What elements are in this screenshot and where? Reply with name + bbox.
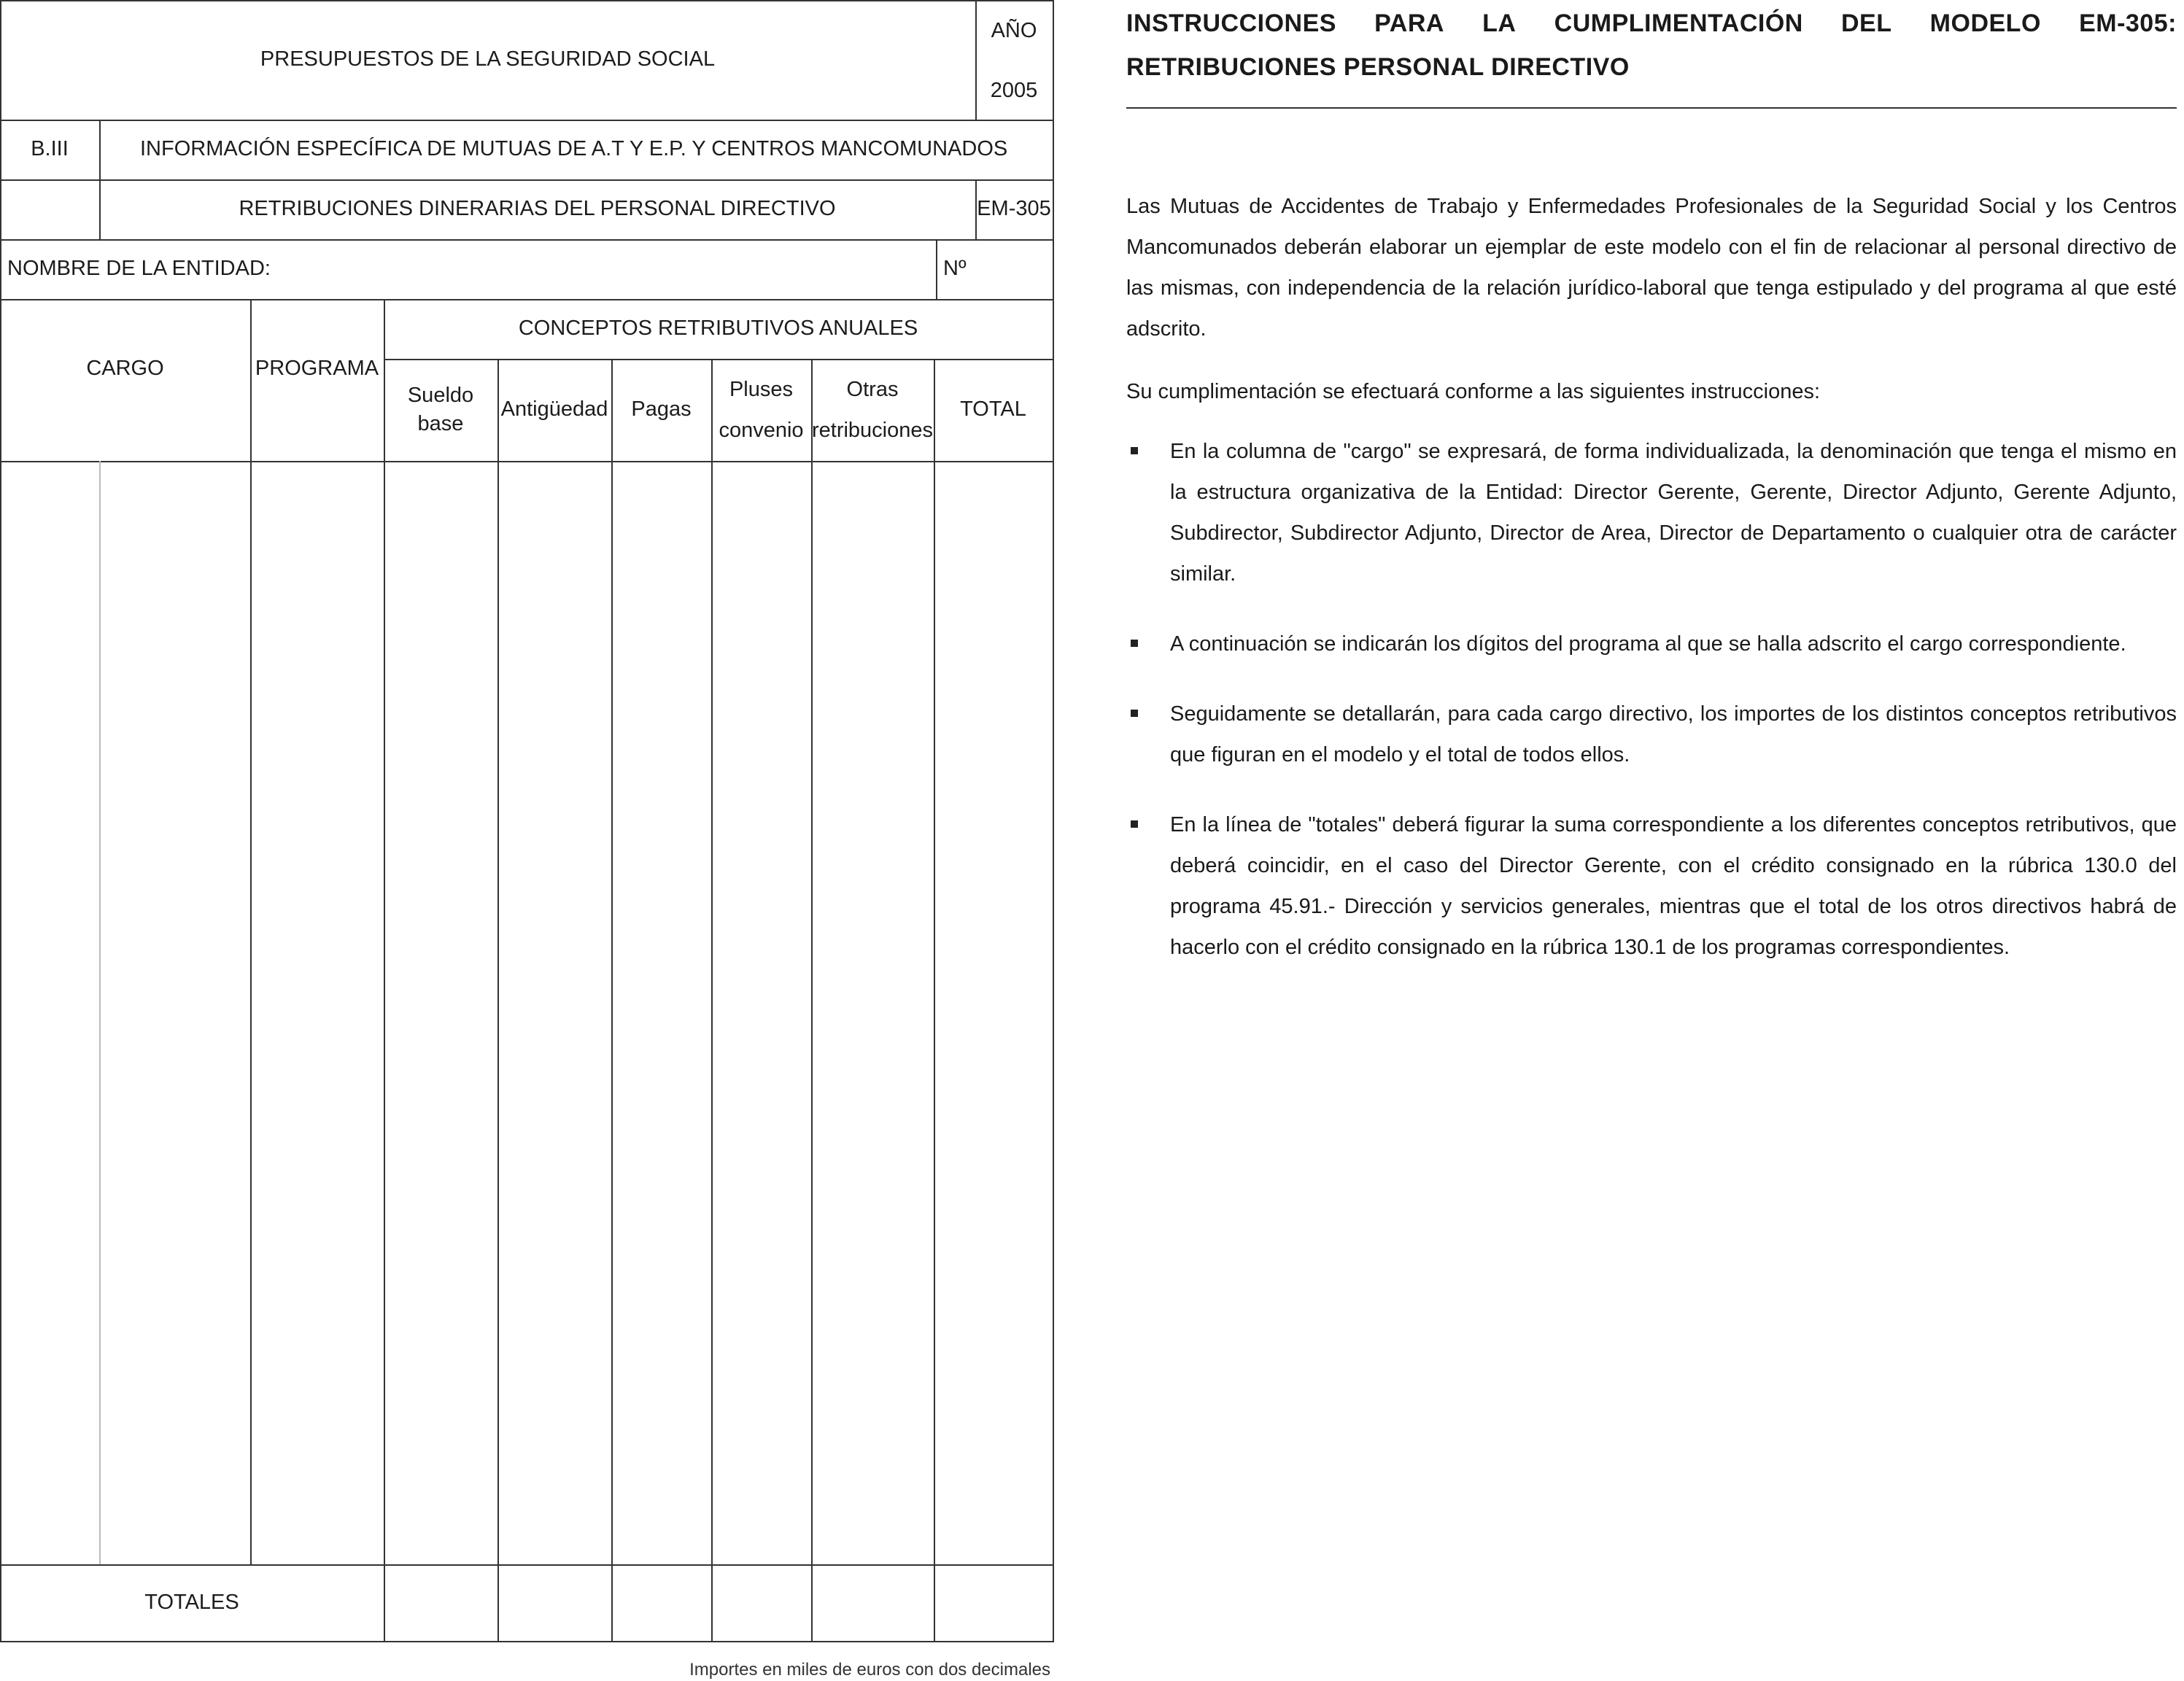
list-item (1126, 624, 2177, 664)
list-item (1126, 804, 2177, 968)
pluses-line1: Pluses (729, 378, 794, 401)
list-item-text: En la columna de "cargo" se expresará, de forma individualizada, la denominación que tenga el mismo en la estructura organizativa de la Entidad: Director Gerente, Gerente, Director Adjunto, Gerente Adjunto, Subdirector, Subdirector Adjunto, Director de Area, Director de Departamento o cualquier otra de carácter similar. (1170, 440, 2177, 586)
group-header-conceptos: CONCEPTOS RETRIBUTIVOS ANUALES (518, 317, 918, 341)
list-item-text: En la línea de "totales" deberá figurar la suma correspondiente a los diferentes conceptos retributivos, que deberá coincidir, en el caso del Director Gerente, con el crédito consignado en la rúbrica 130.0 del programa 45.91.- Dirección y servicios generales, mientras que el total de los otros directivos habrá de hacerlo con el crédito consignado en la rúbrica 130.1 de los programas correspondientes. (1170, 813, 2177, 959)
total-entry-area[interactable] (934, 462, 1053, 1564)
section-code: B.III (31, 137, 69, 161)
form-header-title: PRESUPUESTOS DE LA SEGURIDAD SOCIAL (260, 47, 716, 71)
otras-line1: Otras (846, 378, 899, 401)
instruction-list (1126, 431, 2177, 968)
pagas-entry-area[interactable] (611, 462, 711, 1564)
title-word: EM-305: (2079, 9, 2177, 37)
title-word: MODELO (1929, 9, 2041, 37)
antiguedad-entry-area[interactable] (497, 462, 611, 1564)
square-bullet-icon (1131, 447, 1138, 454)
square-bullet-icon (1131, 820, 1138, 828)
square-bullet-icon (1131, 640, 1138, 647)
title-word: LA (1482, 9, 1517, 37)
section-title: INFORMACIÓN ESPECÍFICA DE MUTUAS DE A.T Y E.P. Y CENTROS MANCOMUNADOS (140, 137, 1008, 161)
rule-right-edge (1053, 0, 1054, 1641)
rule-totals-bottom (0, 1641, 1054, 1642)
otras-line2: retribuciones (811, 419, 934, 442)
col-header-pluses-convenio (711, 359, 811, 461)
instructions-panel (1126, 0, 2177, 997)
instructions-title-line1 (1126, 1, 2177, 45)
totals-label: TOTALES (144, 1590, 239, 1614)
year-value: 2005 (990, 79, 1038, 103)
pluses-entry-area[interactable] (711, 462, 811, 1564)
pluses-line2: convenio (719, 419, 804, 442)
intro-paragraph: Las Mutuas de Accidentes de Trabajo y Enfermedades Profesionales de la Seguridad Social y los Centros Mancomunados deberán elaborar un ejemplar de este modelo con el fin de relacionar al personal directivo de las mismas, con independencia de la relación jurídico-laboral que tenga estipulado y del programa al que esté adscrito. (1126, 195, 2177, 341)
instructions-title-line2: RETRIBUCIONES PERSONAL DIRECTIVO (1126, 53, 1630, 81)
model-code: EM-305 (977, 197, 1051, 221)
list-item-text: A continuación se indicarán los dígitos del programa al que se halla adscrito el cargo correspondiente. (1170, 632, 2126, 656)
sueldo-base-entry-area[interactable] (384, 462, 497, 1564)
title-word: PARA (1374, 9, 1444, 37)
instructions-title (1126, 0, 2177, 89)
col-header-pagas: Pagas (631, 397, 692, 422)
col-header-antiguedad: Antigüedad (500, 397, 608, 422)
amounts-footnote: Importes en miles de euros con dos decimales (689, 1660, 1050, 1680)
list-item (1126, 431, 2177, 594)
cargo-entry-area[interactable] (0, 462, 250, 1564)
col-header-total: TOTAL (960, 397, 1026, 422)
title-word: INSTRUCCIONES (1126, 9, 1336, 37)
list-item-text: Seguidamente se detallarán, para cada cargo directivo, los importes de los distintos conceptos retributivos que figuran en el modelo y el total de todos ellos. (1170, 702, 2177, 766)
em305-form (0, 0, 1056, 1681)
title-word: CUMPLIMENTACIÓN (1554, 9, 1803, 37)
entity-name-label: NOMBRE DE LA ENTIDAD: (7, 257, 271, 281)
programa-entry-area[interactable] (250, 462, 384, 1564)
title-divider (1126, 107, 2177, 109)
model-title: RETRIBUCIONES DINERARIAS DEL PERSONAL DIRECTIVO (239, 197, 836, 221)
method-paragraph: Su cumplimentación se efectuará conforme a las siguientes instrucciones: (1126, 380, 1821, 403)
square-bullet-icon (1131, 710, 1138, 717)
col-header-sueldo-base: Sueldo base (407, 383, 474, 435)
entity-number-label: Nº (943, 257, 967, 281)
list-item (1126, 694, 2177, 775)
col-header-cargo: CARGO (86, 357, 164, 381)
year-label: AÑO (991, 19, 1037, 43)
col-header-otras-retribuciones (811, 359, 934, 461)
col-header-programa: PROGRAMA (255, 357, 379, 381)
otras-entry-area[interactable] (811, 462, 934, 1564)
title-word: DEL (1841, 9, 1892, 37)
